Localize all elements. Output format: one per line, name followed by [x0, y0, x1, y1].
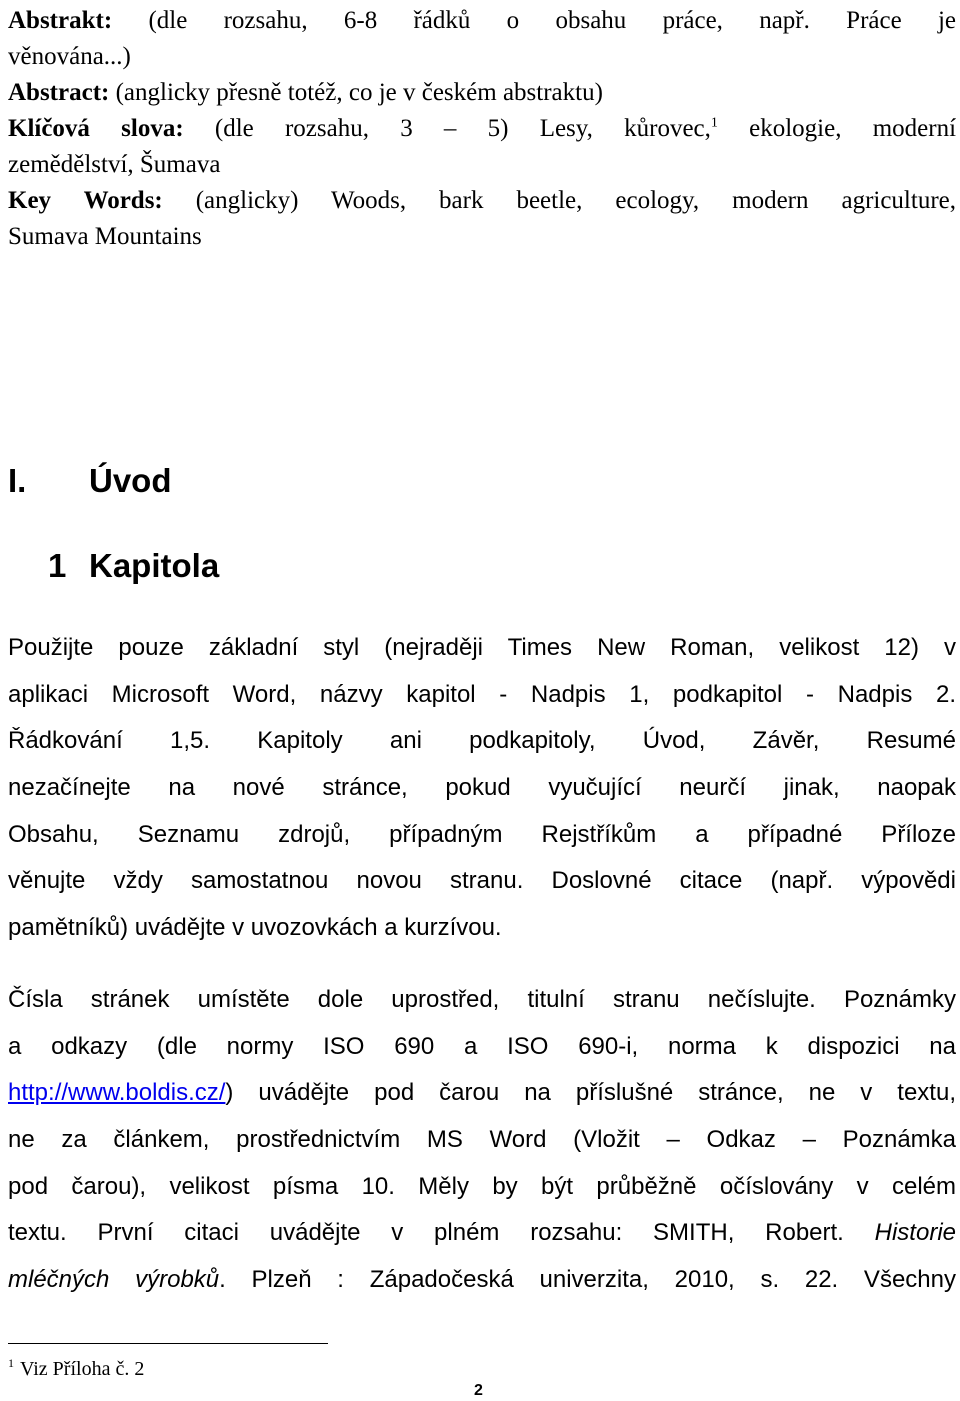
abstract-text: (anglicky přesně totéž, co je v českém abstraktu): [115, 79, 603, 106]
paragraph-2: [8, 977, 956, 1304]
body-line: věnujte vždy samostatnou novou stranu. Doslovné citace (např. výpovědi: [8, 867, 956, 895]
body-line-with-link: [8, 1070, 956, 1117]
klicova-slova-line: [8, 111, 956, 147]
body-line: [8, 1257, 956, 1304]
body-line: Použijte pouze základní styl (nejraději Times New Roman, velikost 12) v: [8, 634, 956, 661]
body-line: nezačínejte na nové stránce, pokud vyučující neurčí jinak, naopak: [8, 774, 956, 802]
page-number: 2: [474, 1382, 483, 1399]
body-line: aplikaci Microsoft Word, názvy kapitol - Nadpis 1, podkapitol - Nadpis 2.: [8, 680, 956, 708]
footnote-text: Viz Příloha č. 2: [20, 1358, 145, 1380]
citation-title-italic-2: mléčných výrobků: [8, 1266, 220, 1294]
footnote: [8, 1355, 144, 1383]
abstrakt-text: (dle rozsahu, 6-8 řádků o obsahu práce, např. Práce je: [148, 7, 957, 34]
citation-title-italic: Historie: [874, 1219, 956, 1247]
boldis-link[interactable]: http://www.boldis.cz/: [8, 1079, 226, 1107]
section-title: Kapitola: [89, 547, 220, 584]
body-line-text: textu. První citaci uvádějte v plném rozsahu: SMITH, Robert.: [8, 1219, 844, 1247]
footnote-number: 1: [8, 1356, 14, 1371]
key-words-line: [8, 183, 956, 219]
abstract-section: [8, 3, 956, 255]
key-words-text: (anglicky) Woods, bark beetle, ecology, modern agriculture,: [195, 187, 956, 214]
body-line-rest: ) uvádějte pod čarou na příslušné stránce, ne v textu,: [225, 1079, 956, 1107]
footnote-reference[interactable]: 1: [710, 115, 718, 131]
chapter-number: I.: [8, 462, 27, 499]
abstract-line: [8, 75, 956, 111]
body-line: [8, 1210, 956, 1257]
klicova-slova-line-2: zemědělství, Šumava: [8, 151, 221, 178]
paragraph-1: [8, 625, 956, 952]
body-line: ne za článkem, prostřednictvím MS Word (Vložit – Odkaz – Poznámka: [8, 1126, 956, 1154]
abstrakt-label: Abstrakt:: [8, 7, 113, 34]
klicova-slova-label: Klíčová slova:: [8, 115, 184, 142]
footnote-separator: [8, 1343, 328, 1344]
chapter-title: Úvod: [89, 462, 172, 499]
key-words-line-2: Sumava Mountains: [8, 223, 202, 250]
abstrakt-line: [8, 3, 956, 39]
body-line: a odkazy (dle normy ISO 690 a ISO 690-i, norma k dispozici na: [8, 1032, 956, 1060]
abstract-label: Abstract:: [8, 79, 110, 106]
body-line: pamětníků) uvádějte v uvozovkách a kurzívou.: [8, 914, 502, 942]
body-line: Řádkování 1,5. Kapitoly ani podkapitoly, Úvod, Závěr, Resumé: [8, 727, 956, 755]
body-line: Čísla stránek umístěte dole uprostřed, titulní stranu nečíslujte. Poznámky: [8, 986, 956, 1013]
klicova-slova-text-2: ekologie, moderní: [749, 115, 957, 142]
key-words-label: Key Words:: [8, 187, 163, 214]
body-line: Obsahu, Seznamu zdrojů, případným Rejstříkům a případné Příloze: [8, 820, 956, 848]
section-number: 1: [48, 547, 67, 584]
abstrakt-line-2: věnována...): [8, 43, 131, 70]
body-line: pod čarou), velikost písma 10. Měly by být průběžně očíslovány v celém: [8, 1172, 956, 1200]
body-line-text-2: . Plzeň : Západočeská univerzita, 2010, s. 22. Všechny: [219, 1266, 956, 1294]
klicova-slova-text: (dle rozsahu, 3 – 5) Lesy, kůrovec,: [214, 115, 711, 142]
